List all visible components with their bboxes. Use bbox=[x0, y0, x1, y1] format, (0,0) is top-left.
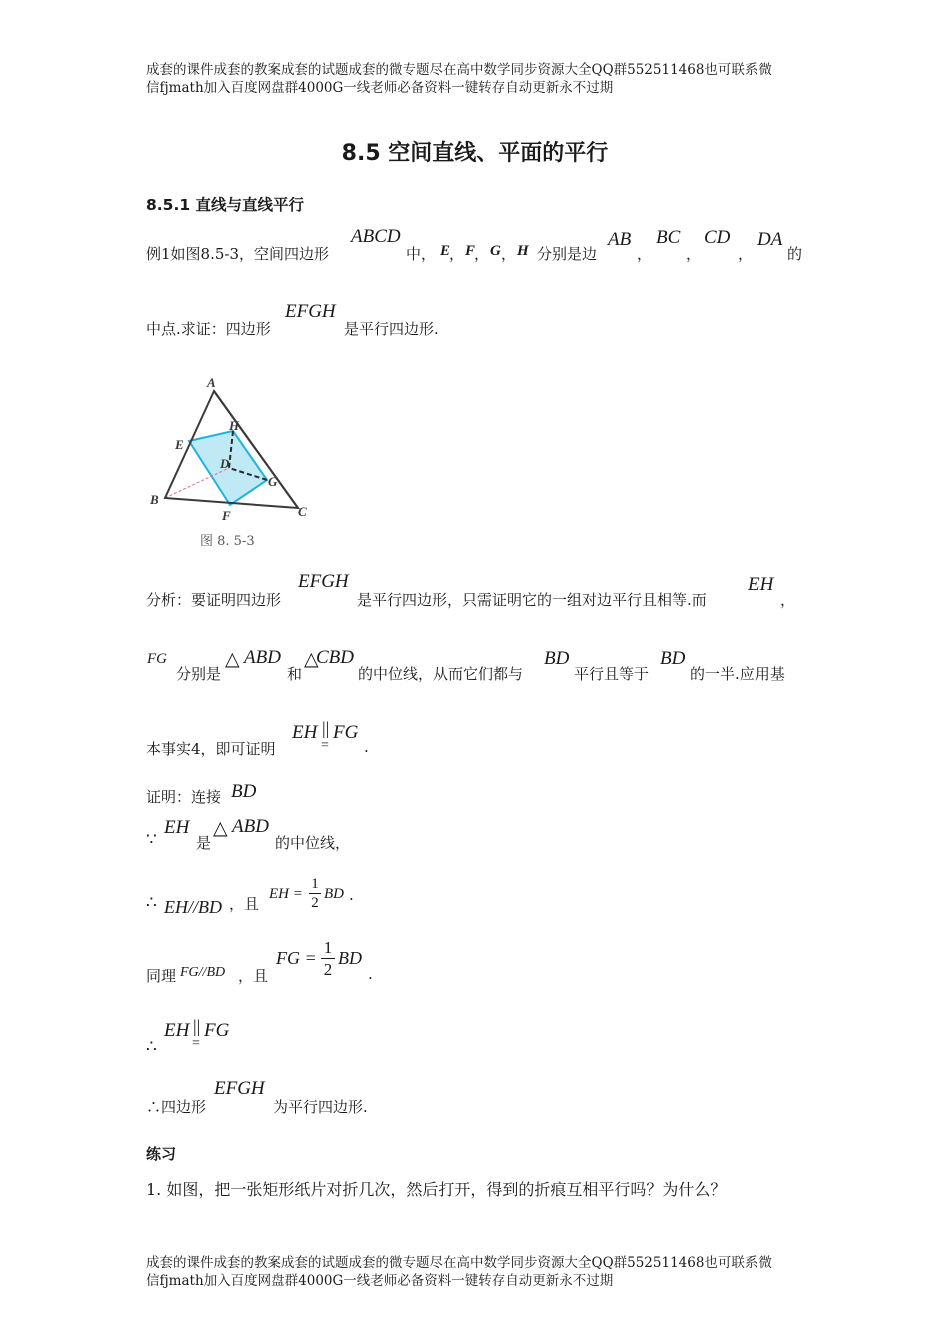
footer-line-1: 成套的课件成套的教案成套的试题成套的微专题尽在高中数学同步资源大全QQ群552511468也可联系微 bbox=[146, 1255, 772, 1271]
proof-qie: ，且 bbox=[229, 895, 260, 913]
header-line-2: 信fjmath加入百度网盘群4000G一线老师必备资料一键转存自动更新永不过期 bbox=[146, 80, 614, 96]
analysis-l2a: 分别是 bbox=[176, 665, 222, 683]
comma: ， bbox=[474, 245, 490, 263]
because-symbol: ∵ bbox=[146, 830, 157, 850]
parallel-symbol: || bbox=[193, 1016, 201, 1036]
math-abd: ABD bbox=[244, 647, 281, 668]
example-de: 的 bbox=[787, 245, 803, 263]
label-e: E bbox=[175, 437, 184, 452]
label-a: A bbox=[207, 375, 216, 390]
therefore-symbol: ∴ bbox=[146, 1037, 157, 1057]
comma: ， bbox=[738, 245, 754, 263]
math-bd: BD bbox=[544, 648, 570, 669]
math-fg: FG bbox=[204, 1020, 230, 1041]
comma: ， bbox=[637, 245, 653, 263]
math-fg: FG bbox=[333, 722, 359, 743]
math-bd: BD bbox=[231, 781, 257, 802]
math-fg-eq: FG = bbox=[276, 948, 317, 968]
example-prefix: 例1如图8.5-3，空间四边形 bbox=[146, 245, 330, 263]
math-efgh: EFGH bbox=[214, 1078, 265, 1099]
math-bc: BC bbox=[656, 227, 681, 248]
page-title: 8.5 空间直线、平面的平行 bbox=[341, 141, 609, 166]
label-c: C bbox=[298, 504, 307, 519]
math-bd: BD bbox=[338, 948, 362, 968]
example-line2-prefix: 中点.求证：四边形 bbox=[146, 320, 271, 338]
comma: ， bbox=[501, 245, 517, 263]
math-abd: ABD bbox=[232, 816, 269, 837]
point-h: H bbox=[517, 243, 529, 259]
numerator: 1 bbox=[311, 876, 319, 892]
period: . bbox=[364, 738, 369, 756]
triangle-symbol: △ bbox=[213, 817, 228, 839]
label-h: H bbox=[229, 418, 240, 433]
triangle-symbol: △ bbox=[225, 648, 240, 670]
math-abcd: ABCD bbox=[351, 226, 401, 247]
math-cd: CD bbox=[704, 227, 731, 248]
analysis-l2d: 的一半.应用基 bbox=[690, 665, 785, 683]
period: . bbox=[368, 965, 373, 983]
header-line-1: 成套的课件成套的教案成套的试题成套的微专题尽在高中数学同步资源大全QQ群552511468也可联系微 bbox=[146, 62, 772, 78]
math-da: DA bbox=[757, 229, 783, 250]
exercise-q1: 1. 如图，把一张矩形纸片对折几次，然后打开，得到的折痕互相平行吗？为什么？ bbox=[146, 1180, 727, 1199]
math-efgh: EFGH bbox=[285, 301, 336, 322]
comma: ， bbox=[449, 245, 465, 263]
analysis-l2b: 的中位线，从而它们都与 bbox=[358, 665, 524, 683]
figure-caption: 图 8. 5-3 bbox=[200, 534, 255, 549]
section-title: 8.5.1 直线与直线平行 bbox=[146, 196, 305, 214]
parallel-symbol: || bbox=[322, 718, 330, 738]
numerator: 1 bbox=[323, 938, 333, 957]
math-efgh: EFGH bbox=[298, 571, 349, 592]
example-line2-suffix: 是平行四边形. bbox=[344, 320, 439, 338]
point-g: G bbox=[490, 243, 501, 259]
comma: ， bbox=[686, 245, 702, 263]
analysis-l1b: 是平行四边形，只需证明它的一组对边平行且相等.而 bbox=[357, 591, 707, 609]
math-fg-par-bd: FG//BD bbox=[180, 965, 226, 980]
math-bd: BD bbox=[660, 648, 686, 669]
label-g: G bbox=[268, 474, 278, 489]
math-eh: EH bbox=[164, 1020, 190, 1041]
denominator: 2 bbox=[323, 960, 333, 979]
triangle-symbol: △ bbox=[304, 648, 319, 670]
fraction-half bbox=[309, 876, 321, 911]
label-f: F bbox=[222, 508, 231, 523]
therefore-symbol: ∴ bbox=[146, 893, 157, 913]
point-f: F bbox=[465, 243, 476, 259]
label-b: B bbox=[150, 492, 159, 507]
proof-shi: 是 bbox=[196, 834, 212, 852]
period: . bbox=[349, 886, 354, 904]
comma: ， bbox=[780, 591, 796, 609]
proof-midline: 的中位线， bbox=[275, 834, 351, 852]
analysis-l3a: 本事实4，即可证明 bbox=[146, 740, 276, 758]
proof-qie: ，且 bbox=[238, 967, 269, 985]
label-d: D bbox=[220, 456, 230, 471]
math-ab: AB bbox=[608, 229, 632, 250]
footer-line-2: 信fjmath加入百度网盘群4000G一线老师必备资料一键转存自动更新永不过期 bbox=[146, 1273, 614, 1289]
math-eh: EH bbox=[292, 722, 318, 743]
fraction-half bbox=[321, 938, 335, 979]
math-bd: BD bbox=[324, 886, 344, 902]
equal-symbol: = bbox=[192, 1036, 200, 1051]
math-cbd: CBD bbox=[316, 647, 354, 668]
math-eh-eq: EH = bbox=[269, 886, 303, 902]
proof-tongli: 同理 bbox=[146, 967, 177, 985]
math-eh: EH bbox=[164, 817, 190, 838]
math-eh: EH bbox=[748, 574, 774, 595]
proof-conc-a: ∴四边形 bbox=[146, 1098, 207, 1116]
exercise-heading: 练习 bbox=[146, 1145, 177, 1163]
example-mid: 中， bbox=[406, 245, 437, 263]
analysis-he: 和 bbox=[287, 665, 303, 683]
math-fg: FG bbox=[147, 651, 167, 667]
tetrahedron-figure bbox=[140, 370, 320, 555]
denominator: 2 bbox=[311, 895, 319, 911]
math-eh-par-bd: EH//BD bbox=[164, 897, 222, 917]
point-e: E bbox=[440, 243, 451, 259]
analysis-l2c: 平行且等于 bbox=[574, 665, 650, 683]
proof-l1: 证明：连接 bbox=[146, 788, 222, 806]
analysis-l1a: 分析：要证明四边形 bbox=[146, 591, 282, 609]
equal-symbol: = bbox=[321, 738, 329, 753]
example-sep: 分别是边 bbox=[537, 245, 598, 263]
proof-conc-b: 为平行四边形. bbox=[273, 1098, 368, 1116]
